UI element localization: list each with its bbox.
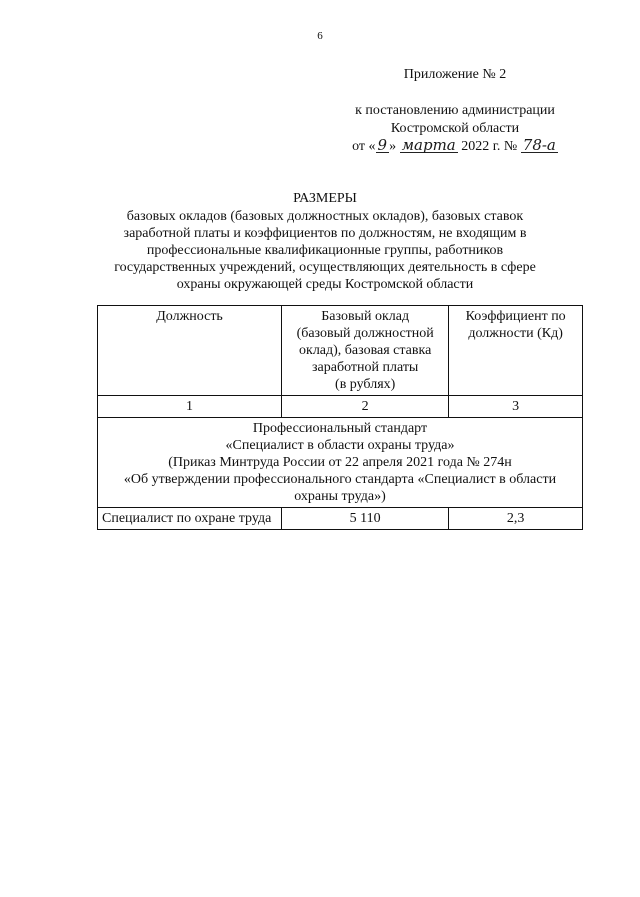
header-salary-line: Базовый оклад bbox=[321, 309, 410, 324]
heading-title: РАЗМЕРЫ bbox=[293, 191, 357, 206]
date-month-handwritten: марта bbox=[401, 136, 456, 154]
column-number: 3 bbox=[449, 396, 583, 418]
appendix-date-line bbox=[330, 138, 580, 156]
document-number-handwritten: 78-а bbox=[522, 136, 556, 154]
date-prefix: от « bbox=[352, 139, 376, 154]
group-cell bbox=[98, 418, 583, 508]
table-row bbox=[98, 508, 583, 530]
page-number: 6 bbox=[317, 30, 323, 42]
group-line: Профессиональный стандарт bbox=[252, 421, 428, 436]
heading-line-5: охраны окружающей среды Костромской области bbox=[176, 277, 474, 292]
appendix-line-1: к постановлению администрации bbox=[355, 103, 555, 118]
row-salary: 5 110 bbox=[282, 508, 449, 530]
header-coefficient bbox=[449, 306, 583, 396]
row-coefficient: 2,3 bbox=[449, 508, 583, 530]
date-mid: » bbox=[389, 139, 397, 154]
header-salary-line: оклад), базовая ставка bbox=[299, 343, 432, 358]
appendix-title: Приложение № 2 bbox=[403, 67, 507, 82]
header-salary-line: заработной платы bbox=[311, 360, 419, 375]
header-position: Должность bbox=[98, 306, 282, 396]
row-position: Специалист по охране труда bbox=[98, 508, 282, 530]
group-line: «Специалист в области охраны труда» bbox=[225, 438, 455, 453]
appendix-line-2: Костромской области bbox=[390, 121, 520, 136]
heading-line-4: государственных учреждений, осуществляющих деятельность в сфере bbox=[114, 260, 536, 275]
column-number: 2 bbox=[282, 396, 449, 418]
heading-line-2: заработной платы и коэффициентов по должностям, не входящим в bbox=[123, 226, 527, 241]
header-coef-line: Коэффициент по bbox=[465, 309, 566, 324]
group-line: (Приказ Минтруда России от 22 апреля 2021 года № 274н bbox=[168, 455, 512, 470]
table-header-row bbox=[98, 306, 583, 396]
heading-line-1: базовых окладов (базовых должностных окладов), базовых ставок bbox=[126, 209, 524, 224]
header-salary-line: (базовый должностной bbox=[296, 326, 434, 341]
group-line: охраны труда») bbox=[294, 489, 386, 504]
table-numbers-row bbox=[98, 396, 583, 418]
document-heading bbox=[90, 190, 560, 293]
appendix-block bbox=[330, 102, 580, 156]
salary-table bbox=[97, 305, 583, 530]
group-line: «Об утверждении профессионального стандарта «Специалист в области bbox=[123, 472, 557, 487]
date-day-handwritten: 9 bbox=[377, 136, 388, 154]
table-group-row bbox=[98, 418, 583, 508]
header-salary-line: (в рублях) bbox=[335, 377, 396, 392]
header-salary bbox=[282, 306, 449, 396]
date-year: 2022 г. № bbox=[461, 139, 518, 154]
heading-line-3: профессиональные квалификационные группы, работников bbox=[146, 243, 504, 258]
header-coef-line: должности (Кд) bbox=[468, 326, 563, 341]
column-number: 1 bbox=[98, 396, 282, 418]
